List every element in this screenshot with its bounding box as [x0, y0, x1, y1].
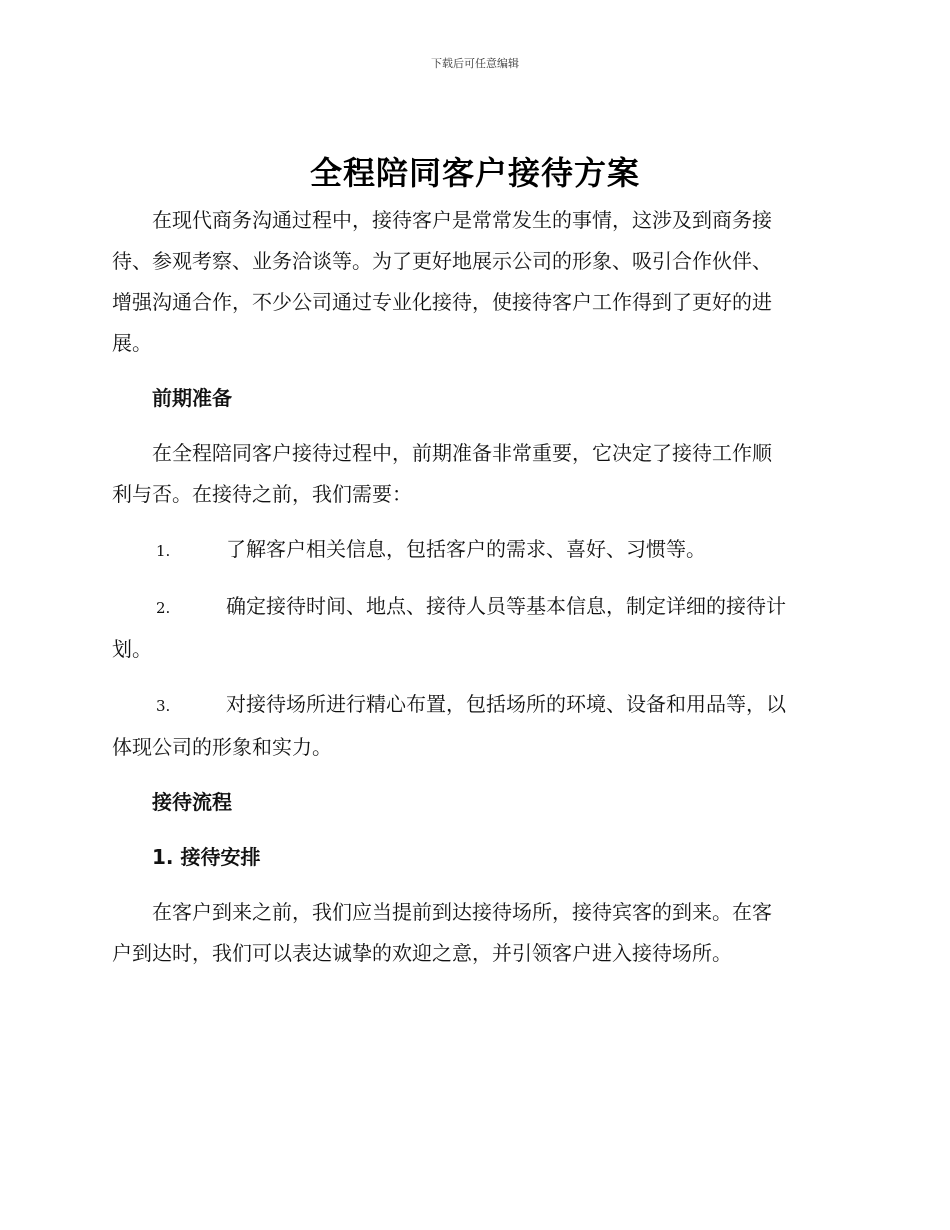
intro-line-2: 待、参观考察、业务洽谈等。为了更好地展示公司的形象、吸引合作伙伴、: [112, 249, 772, 273]
list-text-continued: 划。: [112, 637, 152, 661]
list-item-3: [112, 684, 832, 768]
intro-line-3: 增强沟通合作，不少公司通过专业化接待，使接待客户工作得到了更好的进: [112, 290, 772, 314]
list-number: 2.: [156, 599, 171, 617]
list-text: 了解客户相关信息，包括客户的需求、喜好、习惯等。: [226, 537, 706, 561]
list-item-2: [112, 586, 832, 670]
section-heading-preparation: 前期准备: [152, 386, 232, 410]
list-text: 对接待场所进行精心布置，包括场所的环境、设备和用品等，以: [226, 692, 786, 716]
preparation-line-2: 利与否。在接待之前，我们需要：: [112, 482, 412, 506]
document-title: 全程陪同客户接待方案: [309, 154, 640, 192]
arrangement-line-2: 户到达时，我们可以表达诚挚的欢迎之意，并引领客户进入接待场所。: [112, 941, 732, 965]
intro-line-4: 展。: [112, 331, 152, 355]
document-body: [112, 200, 832, 974]
arrangement-paragraph: [112, 892, 832, 974]
intro-paragraph: [112, 200, 832, 364]
list-number: 1.: [156, 542, 171, 560]
preparation-line-1: 在全程陪同客户接待过程中，前期准备非常重要，它决定了接待工作顺: [152, 441, 772, 465]
section-heading-process: 接待流程: [152, 790, 232, 814]
page-header: 下载后可任意编辑: [431, 57, 519, 70]
arrangement-line-1: 在客户到来之前，我们应当提前到达接待场所，接待宾客的到来。在客: [152, 900, 772, 924]
list-number: 3.: [156, 697, 171, 715]
preparation-paragraph: [112, 433, 832, 515]
subsection-heading-arrangement: 1. 接待安排: [152, 845, 261, 869]
list-item-1: [112, 529, 832, 572]
intro-line-1: 在现代商务沟通过程中，接待客户是常常发生的事情，这涉及到商务接: [152, 208, 772, 232]
list-text: 确定接待时间、地点、接待人员等基本信息，制定详细的接待计: [226, 594, 786, 618]
list-text-continued: 体现公司的形象和实力。: [112, 735, 332, 759]
